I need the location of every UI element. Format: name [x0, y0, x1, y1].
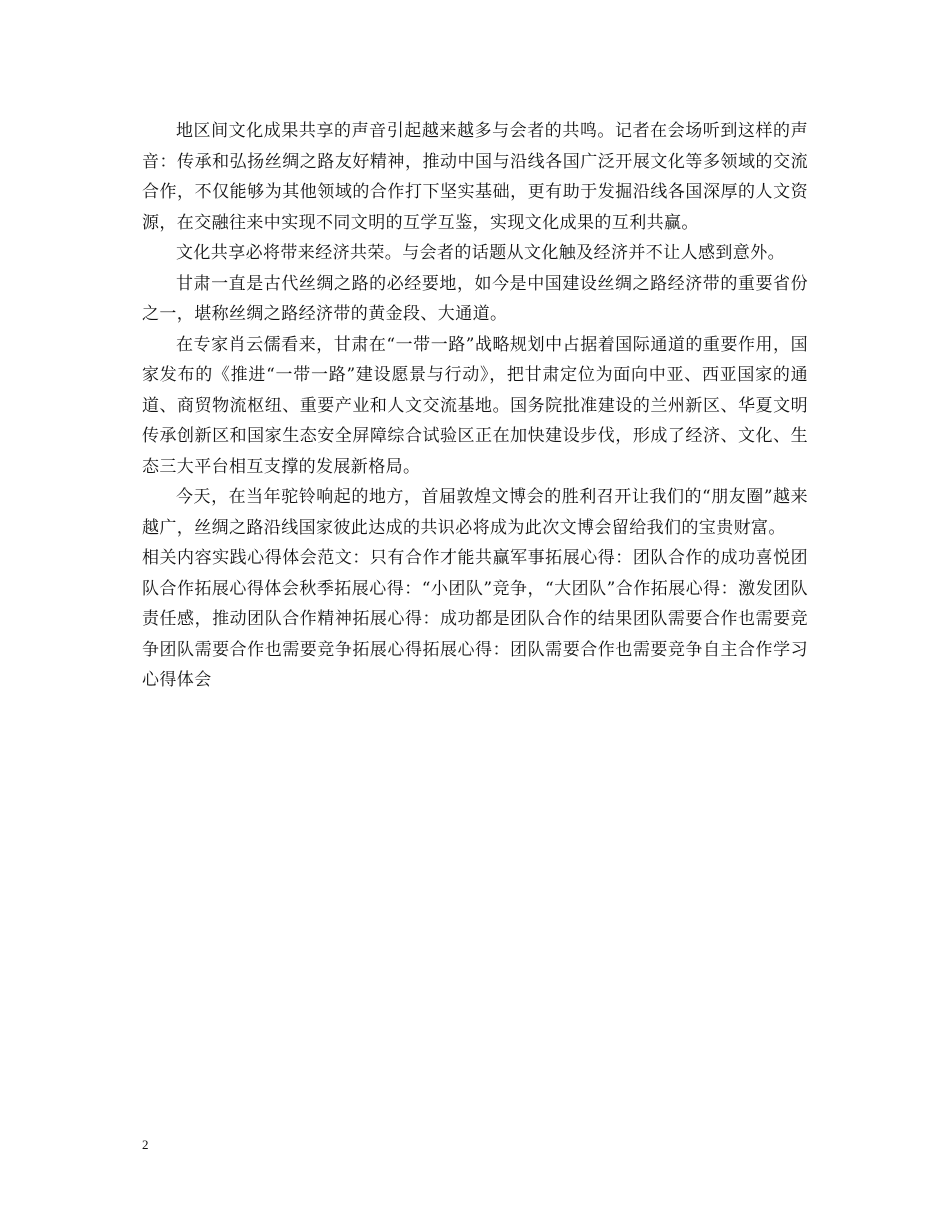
document-body — [142, 116, 808, 696]
related-content-paragraph: 相关内容实践心得体会范文：只有合作才能共赢军事拓展心得：团队合作的成功喜悦团队合作拓展心得体会秋季拓展心得：“小团队”竞争，“大团队”合作拓展心得：激发团队责任感，推动团队合作精神拓展心得：成功都是团队合作的结果团队需要合作也需要竞争团队需要合作也需要竞争拓展心得拓展心得：团队需要合作也需要竞争自主合作学习心得体会 — [142, 548, 808, 690]
body-paragraph-1: 地区间文化成果共享的声音引起越来越多与会者的共鸣。记者在会场听到这样的声音：传承和弘扬丝绸之路友好精神，推动中国与沿线各国广泛开展文化等多领域的交流合作，不仅能够为其他领域的合作打下坚实基础，更有助于发掘沿线各国深厚的人文资源，在交融往来中实现不同文明的互学互鉴，实现文化成果的互利共赢。 — [142, 121, 808, 233]
body-paragraph-4: 在专家肖云儒看来，甘肃在“一带一路”战略规划中占据着国际通道的重要作用，国家发布的《推进“一带一路”建设愿景与行动》，把甘肃定位为面向中亚、西亚国家的通道、商贸物流枢纽、重要产业和人文交流基地。国务院批准建设的兰州新区、华夏文明传承创新区和国家生态安全屏障综合试验区正在加快建设步伐，形成了经济、文化、生态三大平台相互支撑的发展新格局。 — [142, 334, 808, 477]
body-paragraph-3: 甘肃一直是古代丝绸之路的必经要地，如今是中国建设丝绸之路经济带的重要省份之一，堪称丝绸之路经济带的黄金段、大通道。 — [142, 273, 808, 324]
page-number: 2 — [142, 1137, 149, 1152]
body-paragraph-2: 文化共享必将带来经济共荣。与会者的话题从文化触及经济并不让人感到意外。 — [176, 243, 785, 263]
body-paragraph-5: 今天，在当年驼铃响起的地方，首届敦煌文博会的胜利召开让我们的“朋友圈”越来越广，丝绸之路沿线国家彼此达成的共识必将成为此次文博会留给我们的宝贵财富。 — [142, 487, 808, 538]
